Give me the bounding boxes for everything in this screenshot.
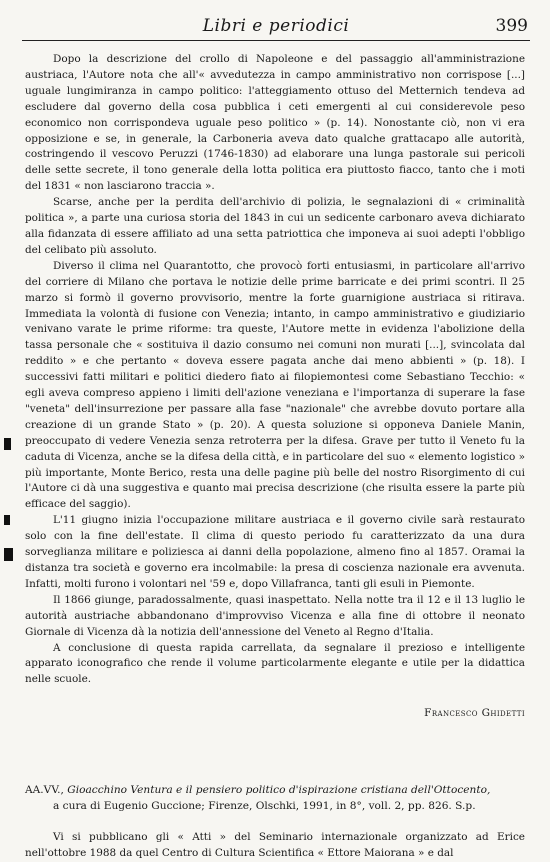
running-title: Libri e periodici xyxy=(202,16,350,36)
paragraph: Vi si pubblicano gli « Atti » del Seminario internazionale organizzato ad Erice nell'ottobre 1988 da quel Centro di Cultura Scientifica « Ettore Maiorana » e dal xyxy=(25,831,525,860)
paragraph: Il 1866 giunge, paradossalmente, quasi inaspettato. Nella notte tra il 12 e il 13 luglio le autorità austriache abbandonano d'improvviso Vicenza e alla fine di ottobre il neonato Giornale di Vicenza dà la notizia dell'annessione del Veneto al Regno d'Italia. xyxy=(25,593,525,638)
margin-mark xyxy=(4,515,10,525)
review-heading xyxy=(25,782,525,814)
review-book-title: Gioacchino Ventura e il pensiero politico d'ispirazione cristiana dell'Ottocento, xyxy=(67,784,491,797)
review-signature: Francesco Ghidetti xyxy=(424,707,525,720)
review-body xyxy=(25,830,525,862)
paragraph: A conclusione di questa rapida carrellata, da segnalare il prezioso e intelligente apparato iconografico che rende il volume particolarmente elegante e utile per la didattica nelle scuole. xyxy=(25,641,525,686)
paragraph: Diverso il clima nel Quarantotto, che provocò forti entusiasmi, in particolare all'arrivo del corriere di Milano che portava le notizie delle prime barricate e dei primi scontri. Il 25 marzo si formò il governo provvisorio, mentre la forte guarnigione austriaca si ritirava. Immediata la volontà di fusione con Venezia; intanto, in campo amministrativo e giudiziario venivano varate le prime riforme: tra queste, l'Autore mette in evidenza l'abolizione della tassa personale che « sostituiva il dazio consumo nei comuni non murati [...], svincolata dal reddito » e che pertanto « doveva essere pagata anche dai meno abbienti » (p. 18). I successivi fatti militari e politici diedero fiato ai filopiemontesi come Sebastiano Tecchio: « egli aveva compreso appieno i limiti dell'azione veneziana e l'importanza di superare la fase "veneta" dell'insurrezione per passare alla fase "nazionale" che avrebbe dovuto portare alla creazione di un grande Stato » (p. 20). A questa soluzione si opponeva Daniele Manin, preoccupato di vedere Venezia senza retroterra per la difesa. Grave per tutto il Veneto fu la caduta di Vicenza, anche se la difesa della città, e in particolare del suo « elemento logistico » più importante, Monte Berico, resta una delle pagine più belle del nostro Risorgimento di cui l'Autore ci dà una suggestiva e quanto mai precisa descrizione (che risulta essere la parte più efficace del saggio). xyxy=(25,259,525,511)
margin-mark xyxy=(4,438,11,450)
page-number: 399 xyxy=(495,16,528,36)
paragraph: Dopo la descrizione del crollo di Napoleone e del passaggio all'amministrazione austriaca, l'Autore nota che all'« avvedutezza in campo amministrativo non corrispose [...] uguale lungimiranza in campo politico: l'atteggiamento ottuso del Metternich tendeva ad escludere dal governo della cosa pubblica i ceti emergenti al cui considerevole peso economico non corrispondeva uguale peso politico » (p. 14). Nonostante ciò, non vi era opposizione e se, in generale, la Carboneria aveva dato qualche grattacapo alle autorità, costringendo il vescovo Peruzzi (1746-1830) ad elaborare una lunga pastorale sui pericoli delle sette secrete, il tono generale della lotta politica era piuttosto fiacco, tanto che i moti del 1831 « non lasciarono traccia ». xyxy=(25,53,525,193)
review-publication-info: a cura di Eugenio Guccione; Firenze, Olschki, 1991, in 8°, voll. 2, pp. 826. S.p. xyxy=(53,800,476,813)
paragraph: Scarse, anche per la perdita dell'archivio di polizia, le segnalazioni di « criminalità politica », a parte una curiosa storia del 1843 in cui un sedicente carbonaro aveva dichiarato alla fidanzata di essere affiliato ad una setta patriottica che imponeva ai suoi adepti l'obbligo del celibato più assoluto. xyxy=(25,196,525,256)
margin-mark xyxy=(4,548,13,561)
running-header xyxy=(22,14,530,41)
article-body xyxy=(25,52,525,862)
paragraph: L'11 giugno inizia l'occupazione militare austriaca e il governo civile sarà restaurato solo con la fine dell'estate. Il clima di questo periodo fu caratterizzato da una dura sorveglianza militare e poliziesca ai danni della popolazione, almeno fino al 1857. Oramai la distanza tra società e governo era incolmabile: la presa di coscienza nazionale era avvenuta. Infatti, molti furono i volontari nel '59 e, dopo Villafranca, tanti gli esuli in Piemonte. xyxy=(25,514,525,590)
review-authors: AA.VV., xyxy=(25,784,64,797)
